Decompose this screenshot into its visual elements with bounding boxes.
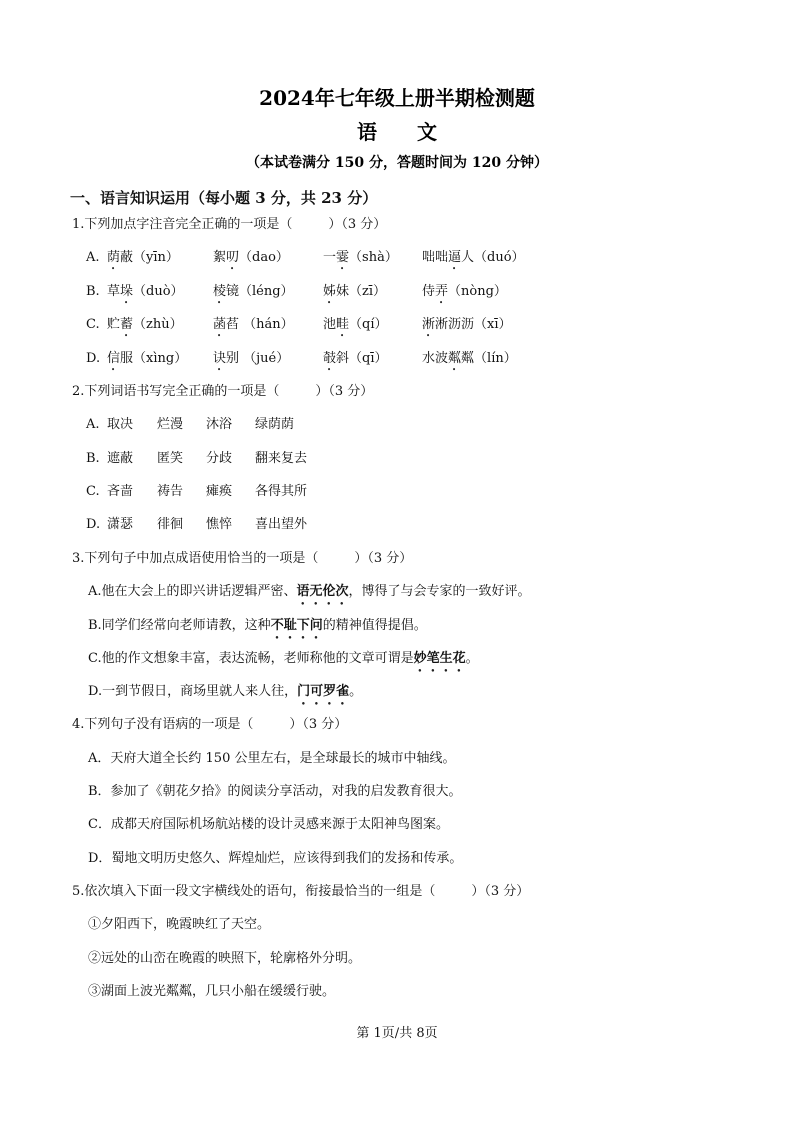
dotted-idiom: 语无伦次: [296, 584, 349, 599]
option-word: 瘫痪: [206, 484, 233, 499]
dotted-character: 攲: [323, 351, 337, 366]
option-sentence: C．成都天府国际机场航站楼的设计灵感来源于太阳神鸟图案。: [88, 817, 449, 832]
dotted-character: 逼: [448, 250, 462, 265]
page-number: 第 1页/共 8页: [356, 1026, 438, 1041]
dotted-character: 诀: [213, 351, 227, 366]
option-word: 侍弄（nòng）: [422, 284, 507, 299]
option-word: 诀别 （jué）: [213, 351, 290, 366]
option-word: 分歧: [206, 451, 233, 466]
option-word: 草垛（duò）: [107, 284, 184, 299]
option-label: B.: [86, 451, 100, 466]
option-label: C.: [86, 484, 100, 499]
option-word: 匿笑: [157, 451, 184, 466]
option-row: [86, 483, 486, 501]
question-3-stem: 3.下列句子中加点成语使用恰当的一项是（ ）（3 分）: [72, 551, 413, 566]
option-sentence: A．天府大道全长约 150 公里左右，是全球最长的城市中轴线。: [88, 751, 456, 766]
dotted-idiom: 不耻下问: [270, 618, 323, 633]
option-word: 贮蓄（zhù）: [107, 317, 183, 332]
option-word: 棱镜（léng）: [213, 284, 294, 299]
option-row: [86, 416, 486, 434]
dotted-character: 霎: [336, 250, 350, 265]
option-row: [86, 283, 726, 301]
section-heading: 一、语言知识运用（每小题 3 分，共 23 分）: [70, 189, 378, 207]
question-1-stem: 1.下列加点字注音完全正确的一项是（ ）（3 分）: [72, 217, 387, 232]
option-word: 烂漫: [157, 417, 184, 432]
numbered-sentence: ①夕阳西下，晚霞映红了天空。: [88, 917, 271, 932]
dotted-character: 信: [107, 351, 121, 366]
option-row: [86, 350, 726, 368]
option-word: 淅淅沥沥（xī）: [422, 317, 512, 332]
dotted-character: 荫: [107, 250, 121, 265]
option-word: 绿荫荫: [255, 417, 295, 432]
option-word: 潇瑟: [107, 517, 134, 532]
option-word: 菡萏 （hán）: [213, 317, 294, 332]
option-word: 沐浴: [206, 417, 233, 432]
option-label: D.: [86, 517, 101, 532]
dotted-character: 叨: [226, 250, 240, 265]
option-word: 信服（xìng）: [107, 351, 188, 366]
option-sentence: A.他在大会上的即兴讲话逻辑严密、语无伦次，博得了与会专家的一致好评。: [88, 584, 531, 599]
option-label: B.: [86, 284, 100, 299]
option-sentence: D．蜀地文明历史悠久、辉煌灿烂，应该得到我们的发扬和传承。: [88, 851, 463, 866]
option-label: A.: [86, 250, 100, 265]
dotted-character: 弄: [435, 284, 449, 299]
option-word: 憔悴: [206, 517, 233, 532]
exam-note: （本试卷满分 150 分，答题时间为 120 分钟）: [246, 155, 548, 171]
question-2-stem: 2.下列词语书写完全正确的一项是（ ）（3 分）: [72, 384, 374, 399]
option-row: [86, 316, 726, 334]
option-sentence: B．参加了《朝花夕拾》的阅读分享活动，对我的启发教育很大。: [88, 784, 462, 799]
option-word: 吝啬: [107, 484, 134, 499]
option-word: 絮叨（dao）: [213, 250, 289, 265]
option-word: 荫蔽（yīn）: [107, 250, 179, 265]
dotted-character: 畦: [336, 317, 350, 332]
subject-title: 语文: [357, 120, 477, 144]
numbered-sentence: ③湖面上波光粼粼，几只小船在缓缓行驶。: [88, 984, 336, 999]
option-word: 取决: [107, 417, 134, 432]
option-sentence: C.他的作文想象丰富，表达流畅，老师称他的文章可谓是妙笔生花。: [88, 651, 479, 666]
exam-title: 2024年七年级上册半期检测题: [259, 86, 535, 110]
option-label: A.: [86, 417, 100, 432]
option-label: C.: [86, 317, 100, 332]
dotted-character: 菡: [213, 317, 227, 332]
option-word: 翻来复去: [255, 451, 308, 466]
dotted-character: 棱: [213, 284, 227, 299]
option-row: [86, 249, 726, 267]
numbered-sentence: ②远处的山峦在晚霞的映照下，轮廓格外分明。: [88, 951, 362, 966]
dotted-character: 蓄: [120, 317, 134, 332]
option-word: 一霎（shà）: [323, 250, 398, 265]
dotted-character: 姊: [323, 284, 337, 299]
dotted-character: 粼: [448, 351, 462, 366]
option-word: 遮蔽: [107, 451, 134, 466]
question-4-stem: 4.下列句子没有语病的一项是（ ）（3 分）: [72, 717, 348, 732]
option-sentence: B.同学们经常向老师请教，这种不耻下问的精神值得提倡。: [88, 618, 427, 633]
option-label: D.: [86, 351, 101, 366]
option-word: 池畦（qí）: [323, 317, 388, 332]
dotted-character: 淅: [422, 317, 436, 332]
option-word: 各得其所: [255, 484, 308, 499]
option-word: 喜出望外: [255, 517, 308, 532]
option-sentence: D.一到节假日，商场里就人来人往，门可罗雀。: [88, 684, 363, 699]
option-row: [86, 516, 486, 534]
dotted-idiom: 妙笔生花: [413, 651, 466, 666]
option-row: [86, 450, 486, 468]
option-word: 徘徊: [157, 517, 184, 532]
option-word: 攲斜（qī）: [323, 351, 388, 366]
option-word: 祷告: [157, 484, 184, 499]
option-word: 咄咄逼人（duó）: [422, 250, 525, 265]
dotted-idiom: 门可罗雀: [297, 684, 350, 699]
question-5-stem: 5.依次填入下面一段文字横线处的语句，衔接最恰当的一组是（ ）（3 分）: [72, 884, 530, 899]
dotted-character: 垛: [120, 284, 134, 299]
option-word: 水波粼粼（lín）: [422, 351, 517, 366]
option-word: 姊妹（zī）: [323, 284, 387, 299]
